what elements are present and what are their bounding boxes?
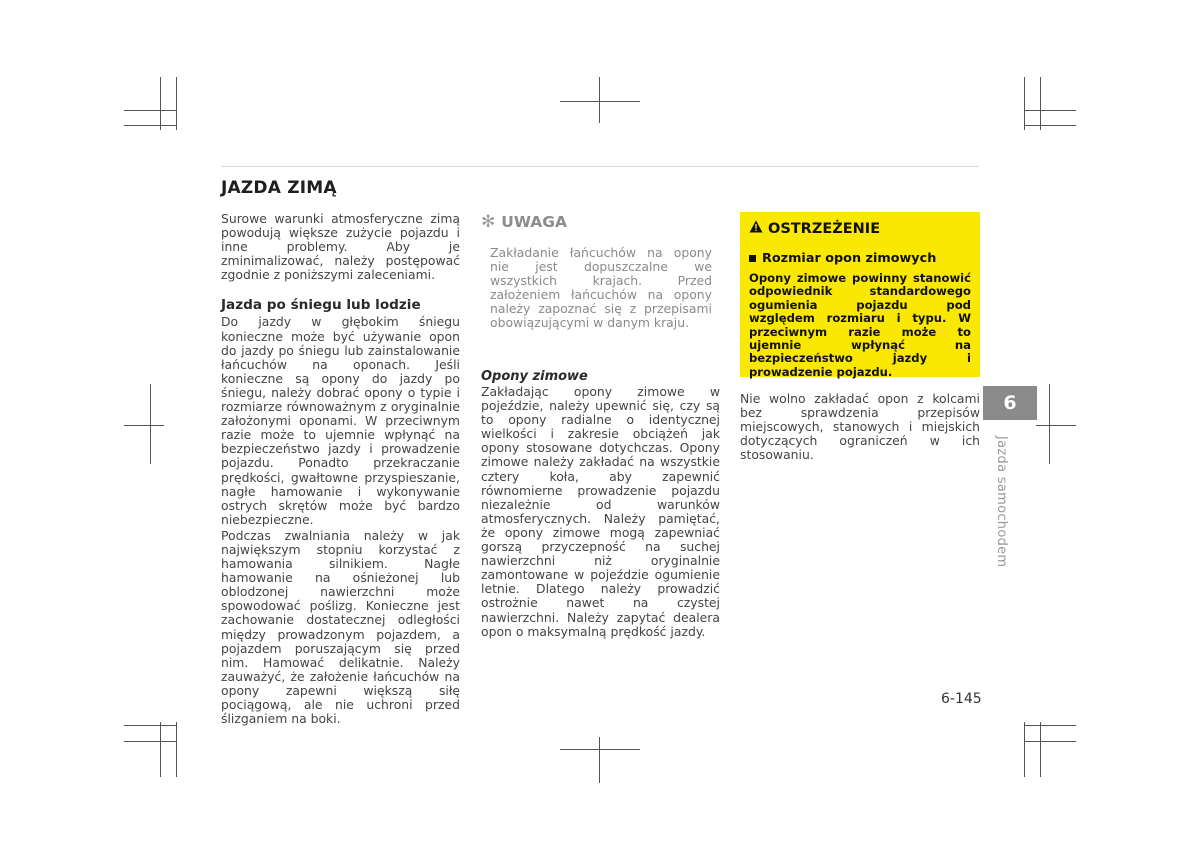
- caution-notice: [481, 212, 720, 343]
- winter-tires-paragraph: Zakładając opony zimowe w pojeździe, należy upewnić się, czy są to opony radialne o identycznej wielkości i zakresie obciążeń jak opony stosowane dotychczas. Opony zimowe należy zakładać na wszystkie cztery koła, aby zapewnić równomierne prowadzenie pojazdu niezależnie od warunków atmosferycznych. Należy pamiętać, że opony zimowe mogą zapewniać gorszą przyczepność na suchej nawierzchni niż oryginalnie zamontowane w pojeździe ogumienie letnie. Dlatego należy prowadzić ostrożnie nawet na czystej nawierzchni. Należy zapytać dealera opon o maksymalną prędkość jazdy.: [481, 384, 720, 639]
- page-number: 6-145: [941, 691, 982, 707]
- intro-paragraph: Surowe warunki atmosferyczne zimą powodują większe zużycie pojazdu i inne problemy. Aby je zminimalizować, należy postępować zgodnie z poniższymi zaleceniami.: [221, 211, 460, 283]
- snow-ice-paragraph-2: Podczas zwalniania należy w jak największym stopniu korzystać z hamowania silnikiem. Nagłe hamowanie na ośnieżonej lub oblodzonej nawierzchni może spowodować poślizg. Konieczne jest zachowanie dostatecznej odległości między prowadzonym pojazdem, a pojazdem poruszającym się przed nim. Hamować delikatnie. Należy zauważyć, że założenie łańcuchów na opony zapewni większą siłę pociągową, ale nie uchroni przed ślizganiem na boki.: [221, 527, 460, 727]
- warning-box: [740, 212, 980, 377]
- header-rule: [221, 166, 979, 167]
- studded-tires-paragraph: Nie wolno zakładać opon z kolcami bez sprawdzenia przepisów miejscowych, stanowych i miejskich dotyczących ograniczeń w ich stosowaniu.: [740, 391, 980, 463]
- square-bullet-icon: [749, 255, 756, 262]
- caution-text: Zakładanie łańcuchów na opony nie jest dopuszczalne we wszystkich krajach. Przed założeniem łańcuchów na opony należy zapoznać się z przepisami obowiązującymi w danym kraju.: [490, 245, 712, 331]
- warning-heading-label: OSTRZEŻENIE: [768, 220, 881, 237]
- column-1: [221, 212, 460, 726]
- snow-ice-paragraph-1: Do jazdy w głębokim śniegu konieczne może być używanie opon do jazdy po śniegu lub zainstalowanie łańcuchów na oponach. Jeśli konieczne są opony do jazdy po śniegu, należy dobrać opony o typie i rozmiarze równoważnym z oryginalnie założonymi oponami. W przeciwnym razie może to ujemnie wpłynąć na bezpieczeństwo jazdy i prowadzenie pojazdu. Ponadto przekraczanie prędkości, gwałtowne przyspieszanie, nagłe hamowanie i wykonywanie ostrych skrętów może być bardzo niebezpieczne.: [221, 314, 460, 527]
- warning-text: Opony zimowe powinny stanowić odpowiednik standardowego ogumienia pojazdu pod względem rozmiaru i typu. W przeciwnym razie może to ujemnie wpłynąć na bezpieczeństwo jazdy i prowadzenie pojazdu.: [749, 271, 971, 379]
- warning-heading: [749, 220, 971, 237]
- column-3: [740, 392, 980, 462]
- warning-triangle-icon: [749, 220, 763, 237]
- section-heading-snow-ice: Jazda po śniegu lub lodzie: [221, 297, 421, 314]
- winter-tires-heading: Opony zimowe: [481, 369, 588, 384]
- chapter-side-label: Jazda samochodem: [994, 436, 1009, 568]
- snowflake-icon: ✻: [481, 212, 496, 232]
- warning-subheading: [749, 251, 971, 266]
- caution-heading-label: UWAGA: [501, 213, 567, 231]
- caution-heading: [481, 212, 720, 232]
- page-title: JAZDA ZIMĄ: [221, 178, 337, 198]
- column-2: [481, 369, 720, 639]
- warning-subheading-label: Rozmiar opon zimowych: [762, 251, 937, 266]
- chapter-tab: 6: [983, 386, 1037, 420]
